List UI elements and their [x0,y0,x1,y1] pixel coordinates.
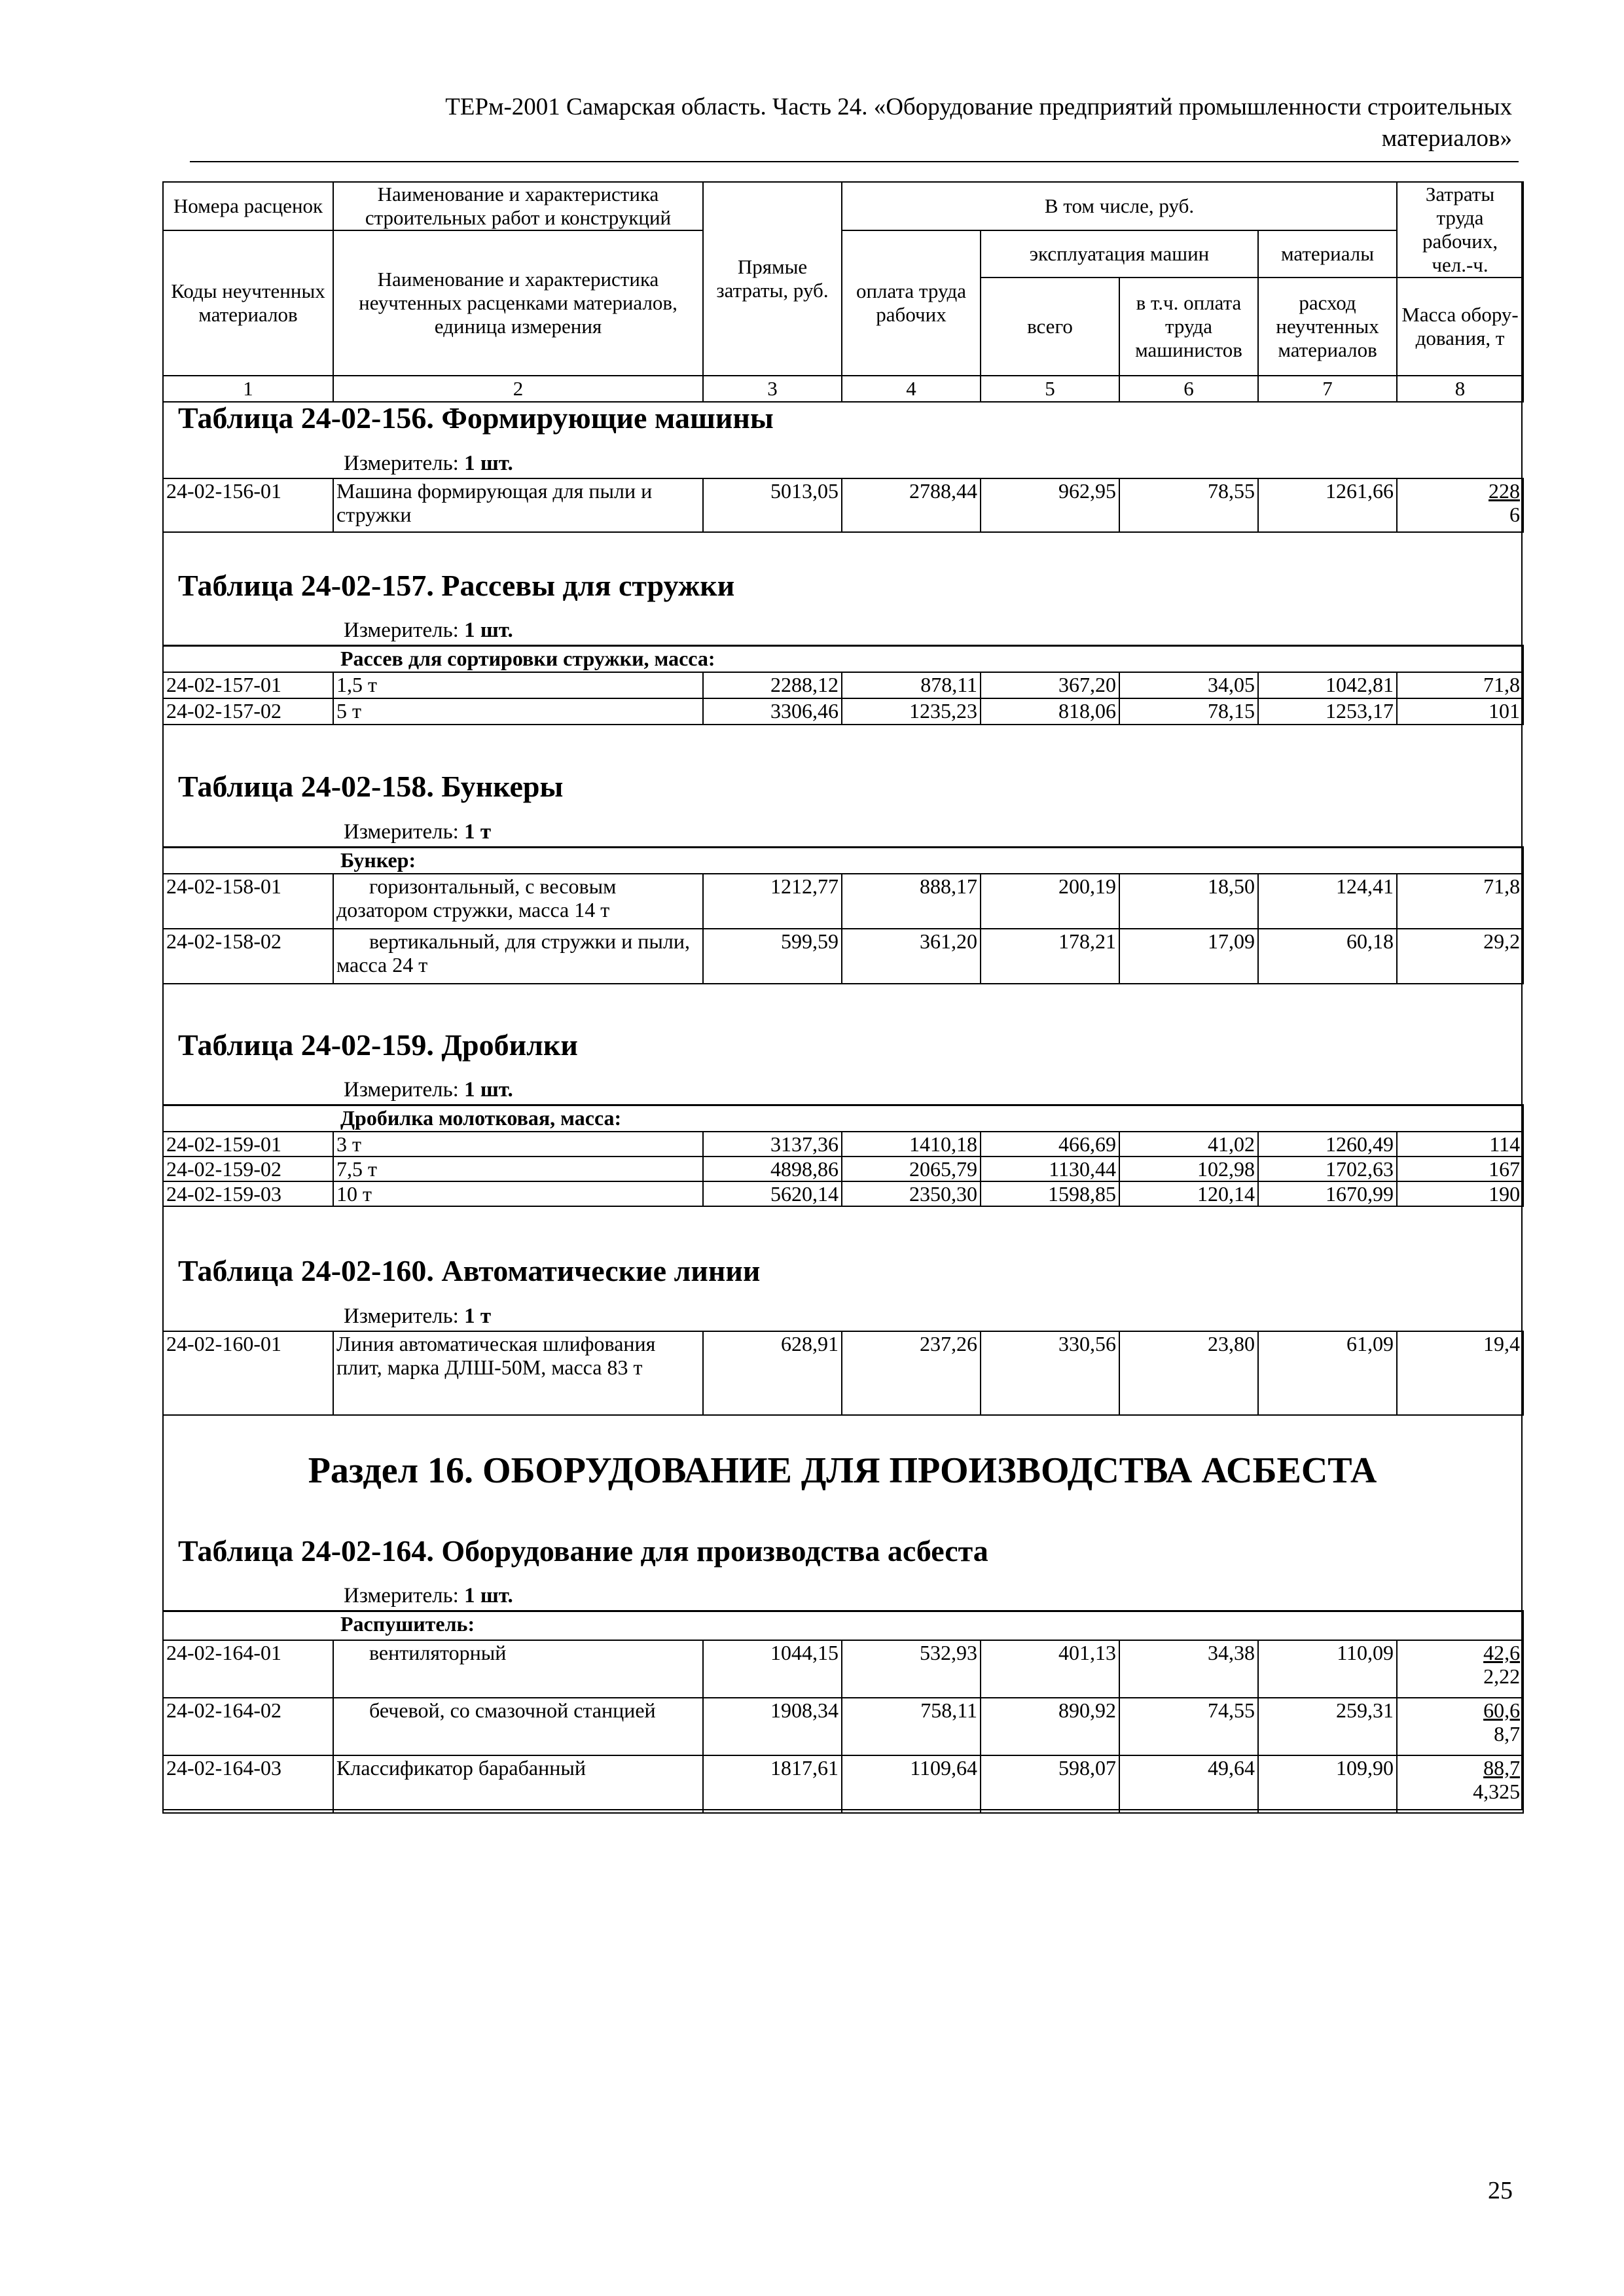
row-c3: 1212,77 [703,874,842,929]
table-row [163,1181,1523,1206]
row-c6: 78,15 [1119,698,1258,725]
table-159 [162,1104,1524,1207]
row-name: Линия автоматическая шлифования плит, марка ДЛШ-50М, масса 83 т [333,1331,703,1415]
col-number: 8 [1397,376,1523,402]
row-c3: 599,59 [703,929,842,984]
row-c6: 41,02 [1119,1132,1258,1157]
table-156 [162,478,1524,533]
row-code: 24-02-164-01 [163,1640,333,1698]
row-name: вертикальный, для стружки и пыли, масса 24 т [333,929,703,984]
row-name: Машина формирующая для пыли и стружки [333,478,703,532]
table-title: Таблица 24-02-158. Бункеры [178,770,564,803]
row-c3: 3137,36 [703,1132,842,1157]
table-164 [162,1610,1524,1814]
measure-value: 1 шт. [464,1584,513,1607]
labor-value: 42,6 [1483,1640,1521,1664]
col8-head-a: Затраты труда рабочих, чел.-ч. [1397,182,1523,278]
table-row [163,929,1523,984]
col-number: 4 [842,376,981,402]
section-title: Раздел 16. ОБОРУДОВАНИЕ ДЛЯ ПРОИЗВОДСТВА АСБЕСТА [308,1450,1377,1491]
row-c4: 878,11 [842,672,981,698]
table-157 [162,645,1524,725]
row-code: 24-02-158-02 [163,929,333,984]
row-c5: 330,56 [981,1331,1119,1415]
row-c4: 888,17 [842,874,981,929]
row-c8: 167 [1397,1157,1523,1181]
row-c5: 466,69 [981,1132,1119,1157]
row-c8: 101 [1397,698,1523,725]
row-c4: 532,93 [842,1640,981,1698]
mass-value: 2,22 [1483,1664,1521,1688]
table-158 [162,846,1524,984]
table-title: Таблица 24-02-159. Дробилки [178,1028,578,1062]
row-name: 3 т [333,1132,703,1157]
table-160 [162,1331,1524,1416]
row-c3: 628,91 [703,1331,842,1415]
row-c6: 120,14 [1119,1181,1258,1206]
row-c3: 1908,34 [703,1698,842,1755]
col1-head-b: Коды неучтенных материалов [163,230,333,376]
row-name: 10 т [333,1181,703,1206]
row-c4: 758,11 [842,1698,981,1755]
header-line-2: материалов» [1381,125,1512,152]
row-c6: 34,38 [1119,1640,1258,1698]
row-code: 24-02-164-03 [163,1755,333,1813]
materials-head: материалы [1258,230,1397,278]
measure-line [344,1304,491,1329]
table-title: Таблица 24-02-164. Оборудование для производства асбеста [178,1534,988,1568]
page-number: 25 [1488,2177,1513,2204]
row-c7: 109,90 [1258,1755,1397,1813]
measure-value: 1 шт. [464,1078,513,1102]
row-name: 1,5 т [333,672,703,698]
header-line-1: ТЕРм-2001 Самарская область. Часть 24. «Оборудование предприятий промышленности строительных [445,94,1512,120]
row-name: 7,5 т [333,1157,703,1181]
row-code: 24-02-159-02 [163,1157,333,1181]
row-c8 [1397,1698,1523,1755]
labor-value: 228 [1489,479,1520,503]
row-c4: 1410,18 [842,1132,981,1157]
row-name: вентиляторный [333,1640,703,1698]
row-c7: 1702,63 [1258,1157,1397,1181]
row-c7: 110,09 [1258,1640,1397,1698]
col7-head: расход неучтенных материалов [1258,278,1397,376]
col2-head-b: Наименование и характеристика неучтенных расценками материалов, единица измерения [333,230,703,376]
table-title: Таблица 24-02-157. Рассевы для стружки [178,569,735,602]
measure-value: 1 шт. [464,619,513,642]
col6-head: в т.ч. оплата труда машинистов [1119,278,1258,376]
row-c4: 2350,30 [842,1181,981,1206]
row-c5: 401,13 [981,1640,1119,1698]
measure-line [344,619,513,643]
row-c7: 61,09 [1258,1331,1397,1415]
column-header [162,181,1524,403]
table-row [163,1132,1523,1157]
measure-line [344,452,513,476]
col-number: 2 [333,376,703,402]
col2-head-a: Наименование и характеристика строительных работ и конструкций [333,182,703,230]
measure-label: Измеритель: [344,1304,459,1328]
row-c6: 102,98 [1119,1157,1258,1181]
measure-value: 1 шт. [464,452,513,475]
row-c8 [1397,478,1523,532]
table-title: Таблица 24-02-156. Формирующие машины [178,401,774,435]
row-c5: 962,95 [981,478,1119,532]
row-c3: 3306,46 [703,698,842,725]
row-c8 [1397,1755,1523,1813]
table-row [163,1755,1523,1813]
row-c3: 1817,61 [703,1755,842,1813]
measure-label: Измеритель: [344,1584,459,1607]
subheading: Рассев для сортировки стружки, масса: [163,646,1523,672]
row-c7: 1261,66 [1258,478,1397,532]
row-c5: 178,21 [981,929,1119,984]
row-c4: 2788,44 [842,478,981,532]
row-c8: 114 [1397,1132,1523,1157]
row-c4: 2065,79 [842,1157,981,1181]
machines-head: эксплуатация машин [981,230,1258,278]
row-code: 24-02-157-02 [163,698,333,725]
row-code: 24-02-164-02 [163,1698,333,1755]
row-c7: 1042,81 [1258,672,1397,698]
col-number: 5 [981,376,1119,402]
header-rule [190,161,1519,162]
row-c6: 34,05 [1119,672,1258,698]
row-c5: 367,20 [981,672,1119,698]
row-c3: 5620,14 [703,1181,842,1206]
row-c8: 29,2 [1397,929,1523,984]
row-c7: 124,41 [1258,874,1397,929]
mass-value: 4,325 [1473,1779,1521,1803]
row-c3: 4898,86 [703,1157,842,1181]
measure-label: Измеритель: [344,1078,459,1102]
table-row [163,1331,1523,1415]
measure-label: Измеритель: [344,820,459,844]
measure-line [344,1584,513,1608]
table-row [163,478,1523,532]
measure-label: Измеритель: [344,619,459,642]
row-c5: 1130,44 [981,1157,1119,1181]
row-code: 24-02-159-01 [163,1132,333,1157]
mass-value: 8,7 [1494,1721,1521,1746]
row-c3: 5013,05 [703,478,842,532]
measure-value: 1 т [464,1304,492,1328]
col-number: 6 [1119,376,1258,402]
row-code: 24-02-157-01 [163,672,333,698]
col8-head-b: Масса обору-дования, т [1397,278,1523,376]
row-name: Классификатор барабанный [333,1755,703,1813]
labor-value: 60,6 [1483,1698,1521,1722]
row-name: бечевой, со смазочной станцией [333,1698,703,1755]
row-c3: 1044,15 [703,1640,842,1698]
row-c6: 78,55 [1119,478,1258,532]
col1-head-a: Номера расценок [163,182,333,230]
row-c6: 23,80 [1119,1331,1258,1415]
col4-head: оплата труда рабочих [842,230,981,376]
row-c4: 1109,64 [842,1755,981,1813]
table-row [163,1698,1523,1755]
table-row [163,672,1523,698]
labor-value: 88,7 [1483,1755,1521,1780]
col-number: 1 [163,376,333,402]
row-c4: 237,26 [842,1331,981,1415]
row-c7: 60,18 [1258,929,1397,984]
row-c4: 361,20 [842,929,981,984]
table-row [163,1640,1523,1698]
row-c7: 1670,99 [1258,1181,1397,1206]
row-name: 5 т [333,698,703,725]
row-name: горизонтальный, с весовым дозатором стружки, масса 14 т [333,874,703,929]
row-c4: 1235,23 [842,698,981,725]
subheading: Бункер: [163,848,1523,874]
row-c7: 259,31 [1258,1698,1397,1755]
row-code: 24-02-158-01 [163,874,333,929]
row-c5: 1598,85 [981,1181,1119,1206]
row-c6: 17,09 [1119,929,1258,984]
table-title: Таблица 24-02-160. Автоматические линии [178,1254,761,1287]
row-c8: 190 [1397,1181,1523,1206]
row-c5: 890,92 [981,1698,1119,1755]
measure-line [344,820,491,844]
row-c3: 2288,12 [703,672,842,698]
measure-value: 1 т [464,820,492,844]
measure-label: Измеритель: [344,452,459,475]
row-c8: 71,8 [1397,672,1523,698]
row-c6: 74,55 [1119,1698,1258,1755]
row-c7: 1260,49 [1258,1132,1397,1157]
table-row [163,1157,1523,1181]
row-c5: 818,06 [981,698,1119,725]
subheading: Дробилка молотковая, масса: [163,1105,1523,1132]
row-c7: 1253,17 [1258,698,1397,725]
table-row [163,874,1523,929]
row-c5: 200,19 [981,874,1119,929]
mass-value: 6 [1509,503,1520,526]
incl-head: В том числе, руб. [842,182,1397,230]
row-c6: 49,64 [1119,1755,1258,1813]
row-c6: 18,50 [1119,874,1258,929]
col3-head: Прямые затраты, руб. [703,182,842,376]
row-code: 24-02-156-01 [163,478,333,532]
col-number: 7 [1258,376,1397,402]
row-c5: 598,07 [981,1755,1119,1813]
row-c8: 71,8 [1397,874,1523,929]
table-row [163,698,1523,725]
col5-head: всего [981,278,1119,376]
running-header [190,92,1512,154]
col-number: 3 [703,376,842,402]
row-c8: 19,4 [1397,1331,1523,1415]
subheading: Распушитель: [163,1611,1523,1640]
row-code: 24-02-159-03 [163,1181,333,1206]
measure-line [344,1078,513,1102]
row-c8 [1397,1640,1523,1698]
row-code: 24-02-160-01 [163,1331,333,1415]
